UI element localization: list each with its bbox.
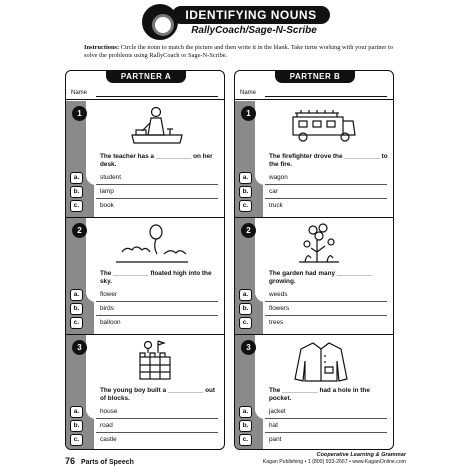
- choice-text: flowers: [269, 305, 290, 312]
- partner-a-panel: [65, 70, 225, 450]
- choice-a[interactable]: [235, 405, 393, 419]
- choice-text: jacket: [269, 408, 286, 415]
- choice-text: trees: [269, 319, 284, 326]
- choice-letter: a.: [239, 172, 252, 184]
- problem-number: 2: [72, 223, 87, 238]
- partner-b-label: PARTNER B: [275, 70, 355, 83]
- worksheet-title: IDENTIFYING NOUNS: [172, 6, 330, 24]
- choice-text: lamp: [100, 188, 114, 195]
- name-field[interactable]: [96, 96, 218, 97]
- publisher-info: Kagan Publishing • 1 (800) 933-2667 • www.KaganOnline.com: [262, 458, 406, 465]
- choice-b[interactable]: [66, 185, 224, 199]
- problem-number: 3: [72, 340, 87, 355]
- choice-letter: c.: [70, 317, 83, 329]
- problem-sentence: The firefighter drove the __________ to the fire.: [269, 153, 388, 168]
- name-row: [66, 86, 224, 100]
- problem: [66, 101, 224, 218]
- choice-a[interactable]: [235, 171, 393, 185]
- choice-text: truck: [269, 202, 283, 209]
- teacher-at-desk-icon: [112, 105, 192, 149]
- fire-truck-icon: [281, 105, 361, 149]
- choice-letter: a.: [70, 406, 83, 418]
- garden-icon: [281, 222, 361, 266]
- choice-text: house: [100, 408, 118, 415]
- choice-text: car: [269, 188, 278, 195]
- choice-c[interactable]: [66, 316, 224, 330]
- problem-number: 1: [241, 106, 256, 121]
- choice-letter: c.: [239, 200, 252, 212]
- choice-text: castle: [100, 436, 117, 443]
- choice-text: student: [100, 174, 121, 181]
- choice-text: road: [100, 422, 113, 429]
- choice-b[interactable]: [235, 185, 393, 199]
- partner-b-panel: [234, 70, 394, 450]
- choice-c[interactable]: [66, 199, 224, 213]
- choice-letter: a.: [70, 289, 83, 301]
- choice-a[interactable]: [66, 171, 224, 185]
- choice-letter: b.: [239, 303, 252, 315]
- section-name: Parts of Speech: [80, 459, 134, 466]
- choice-a[interactable]: [66, 405, 224, 419]
- problem-number: 3: [241, 340, 256, 355]
- choice-letter: c.: [70, 200, 83, 212]
- choice-text: hat: [269, 422, 278, 429]
- problem-sentence: The young boy built a __________ out of blocks.: [100, 387, 216, 402]
- choice-b[interactable]: [235, 419, 393, 433]
- choice-b[interactable]: [66, 419, 224, 433]
- instructions-text: Circle the noun to match the picture and then write it in the blank. Take turns working with your partner to solve the problems using RallyCoach or Sage-N-Scribe.: [84, 44, 393, 59]
- choice-text: weeds: [269, 291, 288, 298]
- problem: [235, 101, 393, 218]
- instructions: [84, 44, 406, 60]
- problem-number: 1: [72, 106, 87, 121]
- page-footer-left: [65, 456, 134, 466]
- choice-text: wagon: [269, 174, 288, 181]
- problem: [235, 218, 393, 335]
- choice-letter: b.: [70, 186, 83, 198]
- choice-b[interactable]: [235, 302, 393, 316]
- choice-a[interactable]: [235, 288, 393, 302]
- choice-letter: b.: [70, 303, 83, 315]
- choice-letter: a.: [70, 172, 83, 184]
- book-title: Cooperative Learning & Grammar: [316, 452, 406, 458]
- choice-b[interactable]: [66, 302, 224, 316]
- jacket-icon: [281, 339, 361, 383]
- problem-sentence: The __________ floated high into the sky.: [100, 270, 212, 285]
- choice-letter: a.: [239, 289, 252, 301]
- problem-number: 2: [241, 223, 256, 238]
- boy-building-fort-icon: [112, 339, 192, 383]
- name-label: Name: [240, 90, 257, 96]
- problem-sentence: The garden had many __________ growing.: [269, 270, 373, 285]
- choice-letter: c.: [239, 434, 252, 446]
- choice-text: book: [100, 202, 114, 209]
- choice-c[interactable]: [235, 199, 393, 213]
- problem-sentence: The teacher has a __________ on her desk.: [100, 153, 213, 168]
- choice-text: birds: [100, 305, 114, 312]
- choice-letter: b.: [239, 186, 252, 198]
- name-field[interactable]: [265, 96, 387, 97]
- choice-text: pant: [269, 436, 282, 443]
- choice-a[interactable]: [66, 288, 224, 302]
- problem-sentence: The __________ had a hole in the pocket.: [269, 387, 370, 402]
- page-number: 76: [65, 456, 76, 466]
- worksheet-header: [0, 0, 470, 44]
- choice-letter: c.: [239, 317, 252, 329]
- choice-letter: a.: [239, 406, 252, 418]
- choice-letter: b.: [239, 420, 252, 432]
- instructions-label: Instructions:: [84, 44, 120, 51]
- record-icon: [142, 4, 178, 40]
- choice-text: balloon: [100, 319, 121, 326]
- choice-letter: c.: [70, 434, 83, 446]
- choice-text: flower: [100, 291, 118, 298]
- problem: [66, 218, 224, 335]
- title-badge: [142, 4, 330, 40]
- choice-c[interactable]: [235, 316, 393, 330]
- choice-c[interactable]: [235, 433, 393, 447]
- partner-a-label: PARTNER A: [106, 70, 186, 83]
- name-label: Name: [71, 90, 88, 96]
- worksheet-subtitle: RallyCoach/Sage-N-Scribe: [191, 25, 317, 36]
- name-row: [235, 86, 393, 100]
- page-footer-right: [263, 452, 406, 465]
- problem: [235, 335, 393, 450]
- balloon-in-sky-icon: [112, 222, 192, 266]
- problem: [66, 335, 224, 450]
- choice-c[interactable]: [66, 433, 224, 447]
- choice-letter: b.: [70, 420, 83, 432]
